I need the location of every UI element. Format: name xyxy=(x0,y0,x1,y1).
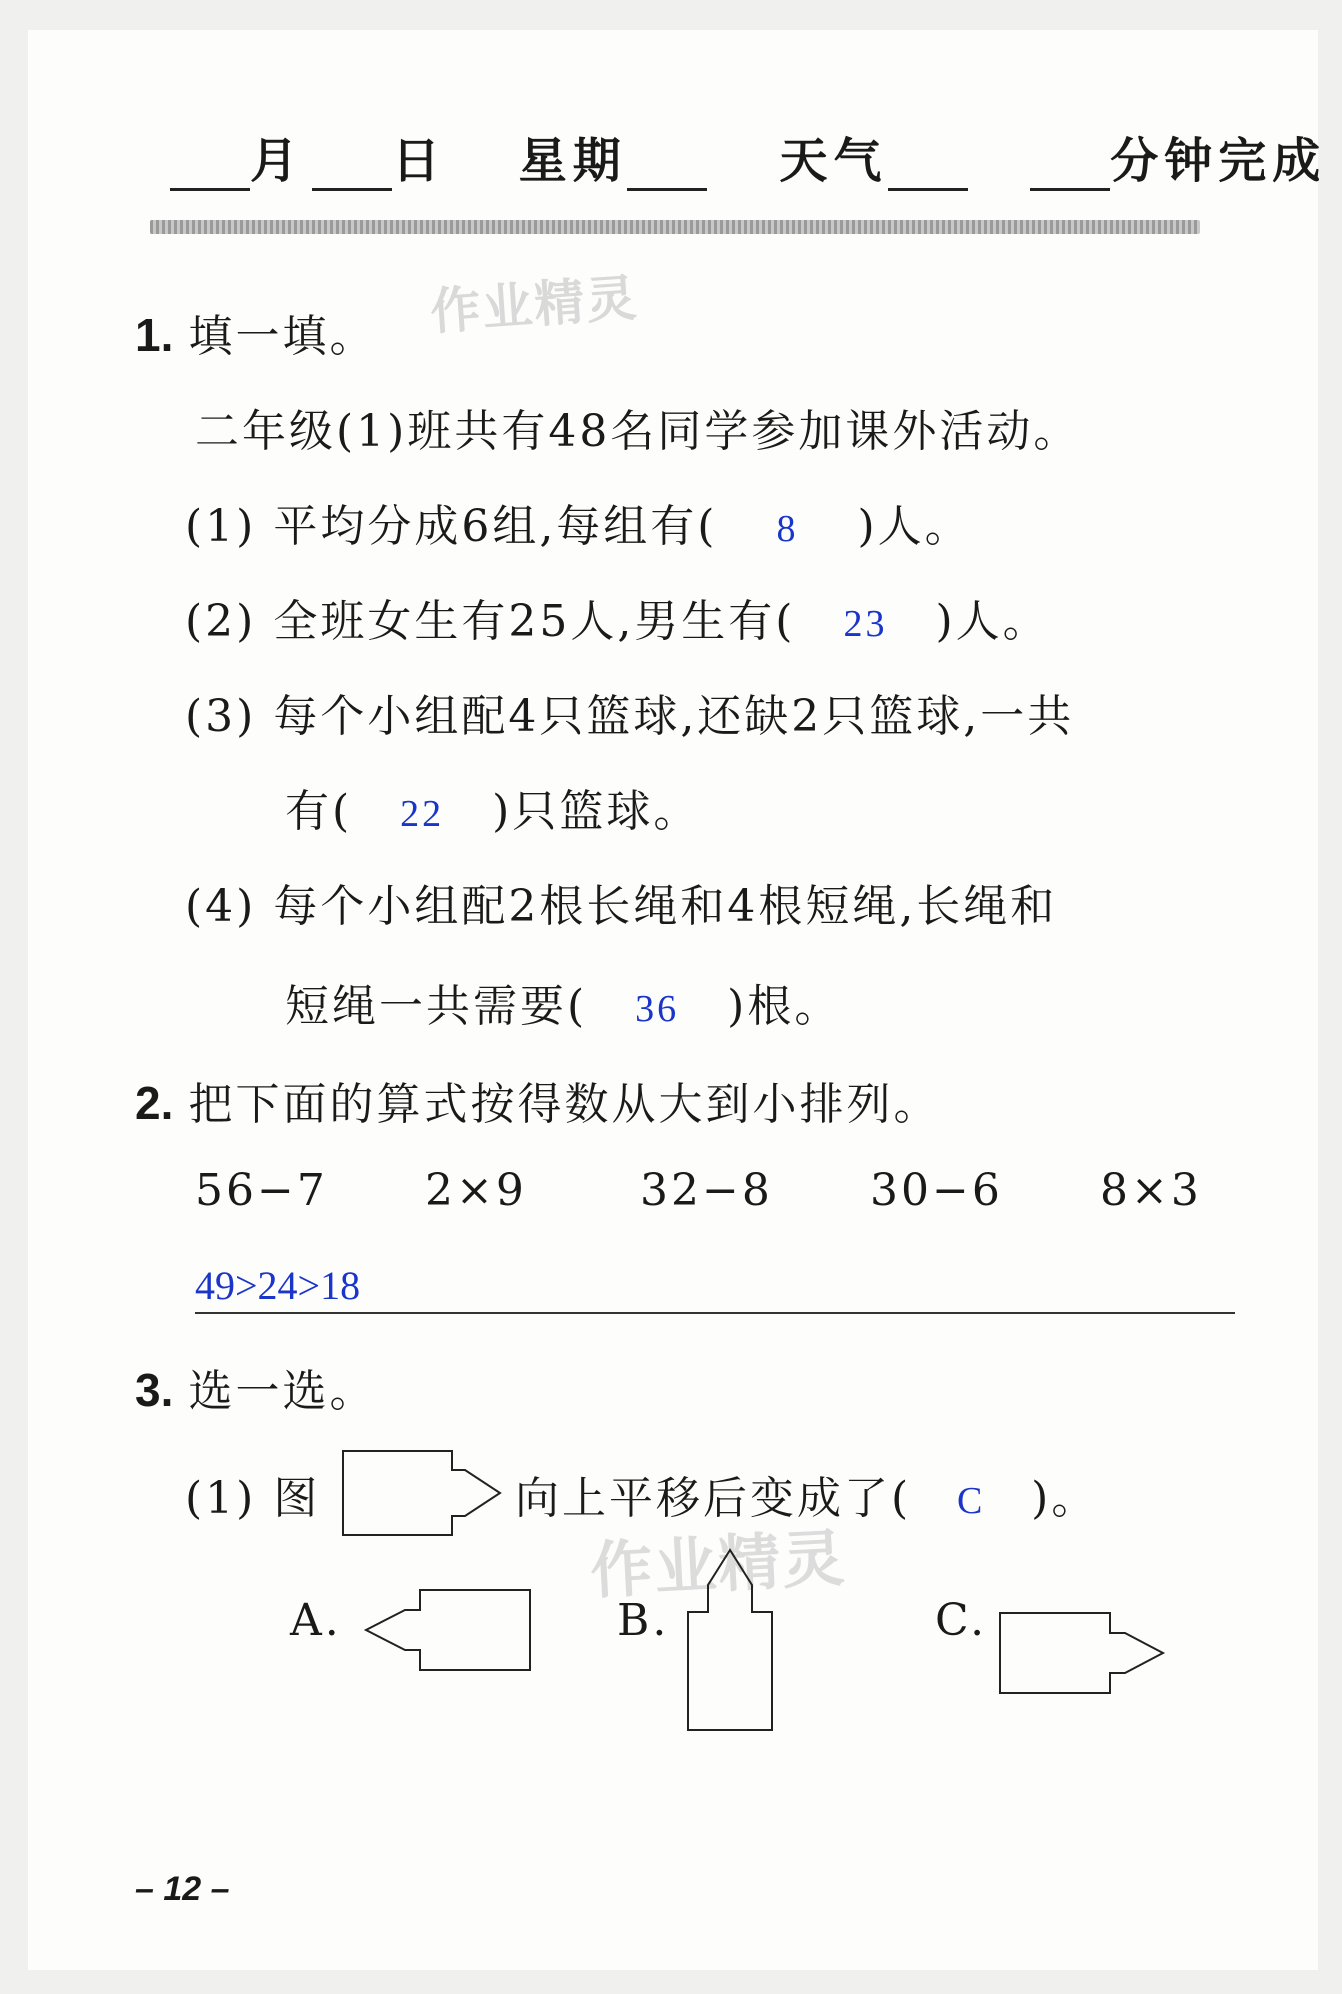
option-c-figure xyxy=(995,1608,1170,1698)
q2-expr-5: 8×3 xyxy=(1100,1165,1202,1216)
q1-item-1-text: 平均分成6组,每组有( xyxy=(273,501,718,552)
q2-expr-1: 56−7 xyxy=(195,1165,328,1216)
q1-item-3-text: 有( xyxy=(285,786,353,837)
q3-heading xyxy=(135,1355,376,1419)
day-blank xyxy=(312,144,392,191)
weather-blank xyxy=(888,144,968,191)
q1-item-4-answer: 36 xyxy=(635,988,680,1030)
option-a-label: A. xyxy=(290,1595,342,1646)
q1-item-1 xyxy=(185,490,972,554)
q3-item-label: (1) xyxy=(185,1473,257,1524)
q2-number: 2. xyxy=(135,1077,174,1129)
q1-item-3-answer: 22 xyxy=(400,793,445,835)
q1-item-1-end: )人。 xyxy=(857,501,972,552)
minutes-blank xyxy=(1030,144,1110,191)
q3-item-figure-word: 图 xyxy=(273,1473,321,1524)
q1-item-2-text: 全班女生有25人,男生有( xyxy=(273,596,796,647)
header-row xyxy=(170,122,1326,191)
option-b-figure xyxy=(683,1545,778,1735)
q1-number: 1. xyxy=(135,309,174,361)
q1-intro: 二年级(1)班共有48名同学参加课外活动。 xyxy=(195,406,1081,457)
q3-number: 3. xyxy=(135,1364,174,1416)
q1-title: 填一填。 xyxy=(188,311,377,362)
q1-item-2 xyxy=(185,585,1050,649)
header-divider xyxy=(150,220,1200,234)
q1-heading xyxy=(135,300,376,364)
q1-item-4 xyxy=(185,870,1057,934)
day-label: 日 xyxy=(392,133,447,189)
q2-expr-4: 30−6 xyxy=(870,1165,1003,1216)
option-c-label: C. xyxy=(935,1595,988,1646)
q1-item-2-label: (2) xyxy=(185,596,257,647)
q1-item-3-cont xyxy=(285,775,700,839)
q2-heading xyxy=(135,1068,940,1132)
minutes-label: 分钟完成 xyxy=(1110,133,1327,189)
q2-answer: 49>24>18 xyxy=(195,1263,361,1308)
q1-item-1-label: (1) xyxy=(185,501,257,552)
q1-item-2-end: )人。 xyxy=(935,596,1050,647)
month-blank xyxy=(170,144,250,191)
q1-item-4-line1: 每个小组配2根长绳和4根短绳,长绳和 xyxy=(273,881,1058,932)
weather-label: 天气 xyxy=(779,133,888,189)
q2-expr-2: 2×9 xyxy=(425,1165,527,1216)
q2-answer-line xyxy=(195,1312,1235,1314)
month-label: 月 xyxy=(250,133,305,189)
q2-title: 把下面的算式按得数从大到小排列。 xyxy=(188,1079,941,1130)
q1-item-3-line1: 每个小组配4只篮球,还缺2只篮球,一共 xyxy=(273,691,1075,742)
q1-item-4-cont xyxy=(285,970,841,1034)
q1-item-3-end: )只篮球。 xyxy=(492,786,701,837)
watermark-top: 作业精灵 xyxy=(428,268,641,342)
q1-item-4-label: (4) xyxy=(185,881,257,932)
option-a-figure xyxy=(360,1585,535,1675)
q3-item-question: 向上平移后变成了( xyxy=(515,1473,912,1524)
q1-item-3-label: (3) xyxy=(185,691,257,742)
q3-item-1-label xyxy=(185,1462,320,1526)
q3-title: 选一选。 xyxy=(188,1366,377,1417)
q3-item-1-text xyxy=(515,1462,1098,1526)
q3-item-end: )。 xyxy=(1031,1473,1099,1524)
q1-item-3 xyxy=(185,680,1074,744)
q1-item-2-answer: 23 xyxy=(843,603,888,645)
q1-item-1-answer: 8 xyxy=(776,508,799,550)
watermark-middle: 作业精灵 xyxy=(588,1521,849,1608)
q1-item-4-text: 短绳一共需要( xyxy=(285,981,588,1032)
q2-expr-3: 32−8 xyxy=(640,1165,773,1216)
option-b-label: B. xyxy=(617,1595,670,1646)
weekday-blank xyxy=(627,144,707,191)
q3-answer: C xyxy=(956,1480,986,1522)
q1-item-4-end: )根。 xyxy=(727,981,842,1032)
weekday-label: 星期 xyxy=(518,133,627,189)
page-number: – 12 – xyxy=(135,1870,230,1908)
original-arrow-figure xyxy=(340,1448,510,1538)
